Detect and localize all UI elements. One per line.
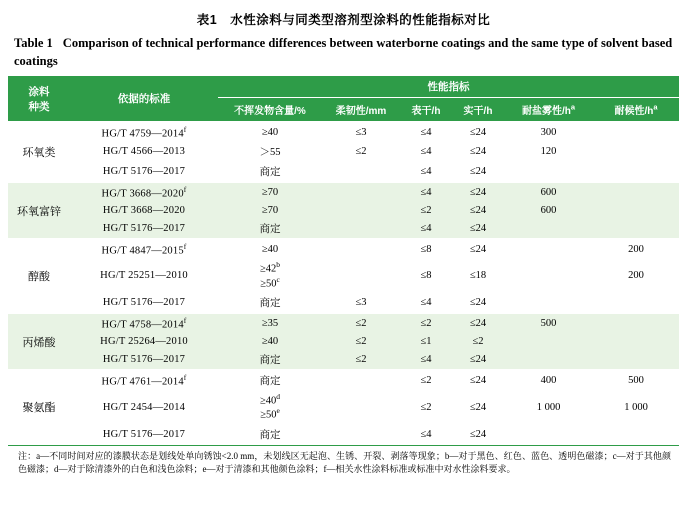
cell-standard: HG/T 4761—2014$^f$ [70,370,218,391]
table-row [8,259,679,293]
standard-sup: f [183,124,187,134]
cell-standard: HG/T 5176—2017 [102,166,186,178]
cell-nonvolatile: 商定 [218,218,322,239]
cell-surface-dry: ≤2 [400,370,452,391]
table-row [8,390,679,424]
cell-standard: HG/T 3668—2020 [70,202,218,218]
cell-salt-spray [504,239,593,259]
table-row [8,142,679,162]
cell-nonvolatile: ≥35 [218,313,322,333]
row-category: 环氧类 [8,122,70,183]
header-category-line1: 涂料 [28,85,50,98]
cell-salt-spray [504,333,593,349]
cell-standard: HG/T 4847—2015$^f$ [70,239,218,259]
cell-hard-dry: ≤24 [452,218,504,239]
cell-standard: HG/T 3668—2020$^f$ [70,182,218,202]
cell-hard-dry: ≤18 [469,270,487,282]
cell-weathering [593,333,679,349]
cell-hard-dry: ≤24 [452,182,504,202]
cell-surface-dry: ≤2 [400,313,452,333]
cell-hard-dry: ≤24 [452,313,504,333]
standard-sup: f [183,316,187,326]
cell-weathering [593,162,679,183]
cell-standard: HG/T 25264—2010 [70,333,218,349]
table-row [8,425,679,446]
header-standard: 依据的标准 [70,76,218,122]
cell-flexibility: ≤3 [355,297,367,309]
cell-weathering: 200 [593,239,679,259]
cell-surface-dry: ≤8 [400,239,452,259]
cell-salt-spray [504,293,593,314]
cell-hard-dry: ≤24 [452,122,504,142]
cell-nonvolatile: 商定 [218,349,322,370]
row-category: 环氧富锌 [8,182,70,239]
cell-weathering [593,293,679,314]
table-title-en-lead: Table 1 [14,36,53,50]
table-notes: 注：a—不同时间对应的漆膜状态是划线处单向锈蚀<2.0 mm，未划线区无起泡、生锈、开裂、剥落等现象；b—对于黑色、红色、蓝色、透明色磁漆；c—对于其他颜色磁漆；d—对于除清漆外的白色和浅色涂料；e—对于清漆和其他颜色涂料；f—相关水性涂料标准或标准中对水性涂料要求。 [18,450,671,474]
table-row [8,370,679,391]
table-row [8,162,679,183]
cell-weathering [593,182,679,202]
standard-sup: f [183,241,187,251]
cell-hard-dry: ≤24 [469,401,487,413]
cell-hard-dry: ≤24 [452,349,504,370]
cell-salt-spray: 500 [504,313,593,333]
cell-nonvolatile: ＞55 [259,147,281,159]
cell-flexibility [322,259,400,293]
cell-salt-spray: 1 000 [536,401,561,413]
cell-nonvolatile: ≥40 [218,333,322,349]
cell-flexibility [322,218,400,239]
cell-surface-dry: ≤1 [400,333,452,349]
header-category-line2: 种类 [28,100,50,113]
cell-surface-dry: ≤4 [400,182,452,202]
cell-nonvolatile: 商定 [259,167,281,179]
row-category: 聚氨酯 [8,370,70,445]
performance-comparison-table [8,76,679,445]
cell-standard: HG/T 2454—2014 [102,401,186,413]
cell-salt-spray [504,162,593,183]
cell-nonvolatile: ≥40 [218,122,322,142]
cell-standard: HG/T 5176—2017 [70,349,218,370]
cell-flexibility: ≤2 [322,349,400,370]
cell-standard: HG/T 5176—2017 [102,297,186,309]
cell-hard-dry: ≤24 [469,166,487,178]
cell-weathering [593,218,679,239]
cell-surface-dry: ≤2 [400,202,452,218]
cell-salt-spray: 120 [540,146,557,158]
header-flexibility: 柔韧性/mm [322,98,400,122]
cell-salt-spray: 400 [504,370,593,391]
table-row [8,182,679,202]
cell-flexibility: ≤2 [322,333,400,349]
cell-flexibility [322,182,400,202]
cell-nonvolatile: $\ge 40^d$ $\ge 50^e$ [259,391,280,421]
header-weathering-sup: a [653,102,658,112]
table-row [8,239,679,259]
table-row [8,122,679,142]
cell-nonvolatile: ≥40 [218,239,322,259]
cell-standard: HG/T 4566—2013 [102,146,186,158]
cell-standard: HG/T 5176—2017 [70,218,218,239]
header-hard-dry: 实干/h [452,98,504,122]
cell-salt-spray [504,218,593,239]
standard-sup: f [183,373,187,383]
cell-surface-dry: ≤4 [400,349,452,370]
cell-weathering: 200 [628,270,644,282]
row-category: 丙烯酸 [8,313,70,370]
cell-weathering [593,349,679,370]
cell-flexibility [322,425,400,446]
cell-salt-spray: 300 [504,122,593,142]
cell-salt-spray: 600 [504,182,593,202]
cell-flexibility [322,162,400,183]
cell-flexibility: ≤2 [322,313,400,333]
cell-nonvolatile: ≥70 [218,202,322,218]
cell-weathering: 1 000 [624,401,648,413]
cell-nonvolatile: $\ge 42^b$ $\ge 50^c$ [259,260,280,290]
cell-surface-dry: ≤4 [420,297,432,309]
table-row [8,349,679,370]
table-body [8,122,679,445]
cell-flexibility [322,239,400,259]
table-row [8,293,679,314]
cell-standard: HG/T 25251—2010 [100,270,188,282]
table-title-cn: 表1 水性涂料与同类型溶剂型涂料的性能指标对比 [196,13,491,27]
table-row [8,218,679,239]
cell-hard-dry: ≤24 [452,370,504,391]
cell-hard-dry: ≤24 [452,239,504,259]
cell-hard-dry: ≤24 [469,429,487,440]
cell-flexibility [322,202,400,218]
table-row [8,333,679,349]
cell-flexibility: ≤3 [322,122,400,142]
cell-hard-dry: ≤24 [469,146,487,158]
cell-standard: HG/T 5176—2017 [102,429,186,440]
header-nonvolatile: 不挥发物含量/% [218,98,322,122]
table-header [8,76,679,122]
standard-sup: f [183,185,187,195]
table-title-en [14,34,673,70]
header-performance-group: 性能指标 [218,76,679,98]
header-row-top [8,76,679,98]
cell-surface-dry: ≤2 [420,401,432,413]
header-weathering: 耐候性$/h^a$ [593,98,679,122]
cell-salt-spray [504,425,593,446]
row-category: 醇酸 [8,239,70,314]
table-title-en-text: Comparison of technical performance differences between waterborne coatings and the same type of solvent based coatings [14,36,673,69]
header-surface-dry: 表干/h [400,98,452,122]
cell-surface-dry: ≤4 [420,429,432,440]
cell-flexibility: ≤2 [355,146,367,158]
cell-salt-spray [504,349,593,370]
cell-weathering [593,202,679,218]
cell-nonvolatile: 商定 [259,430,281,441]
cell-weathering [593,122,679,142]
header-salt-spray-sup: a [570,102,576,112]
cell-weathering [593,142,679,162]
table-row [8,313,679,333]
cell-nonvolatile: ≥70 [218,182,322,202]
cell-surface-dry: ≤4 [400,122,452,142]
header-salt-spray: 耐盐雾性$/h^a$ [504,98,593,122]
cell-hard-dry: ≤2 [452,333,504,349]
table-row [8,202,679,218]
cell-nonvolatile: 商定 [218,370,322,391]
cell-flexibility [322,370,400,391]
cell-surface-dry: ≤4 [420,166,432,178]
cell-surface-dry: ≤8 [420,270,432,282]
cell-weathering: 500 [593,370,679,391]
cell-surface-dry: ≤4 [400,218,452,239]
header-category [8,76,70,122]
cell-weathering [593,313,679,333]
cell-hard-dry: ≤24 [452,202,504,218]
cell-hard-dry: ≤24 [469,297,487,309]
cell-salt-spray: 600 [504,202,593,218]
cell-weathering [593,425,679,446]
cell-surface-dry: ≤4 [420,146,432,158]
cell-nonvolatile: 商定 [259,298,281,310]
cell-standard: HG/T 4758—2014$^f$ [70,313,218,333]
cell-salt-spray [504,259,593,293]
cell-flexibility [322,390,400,424]
cell-standard: HG/T 4759—2014$^f$ [70,122,218,142]
